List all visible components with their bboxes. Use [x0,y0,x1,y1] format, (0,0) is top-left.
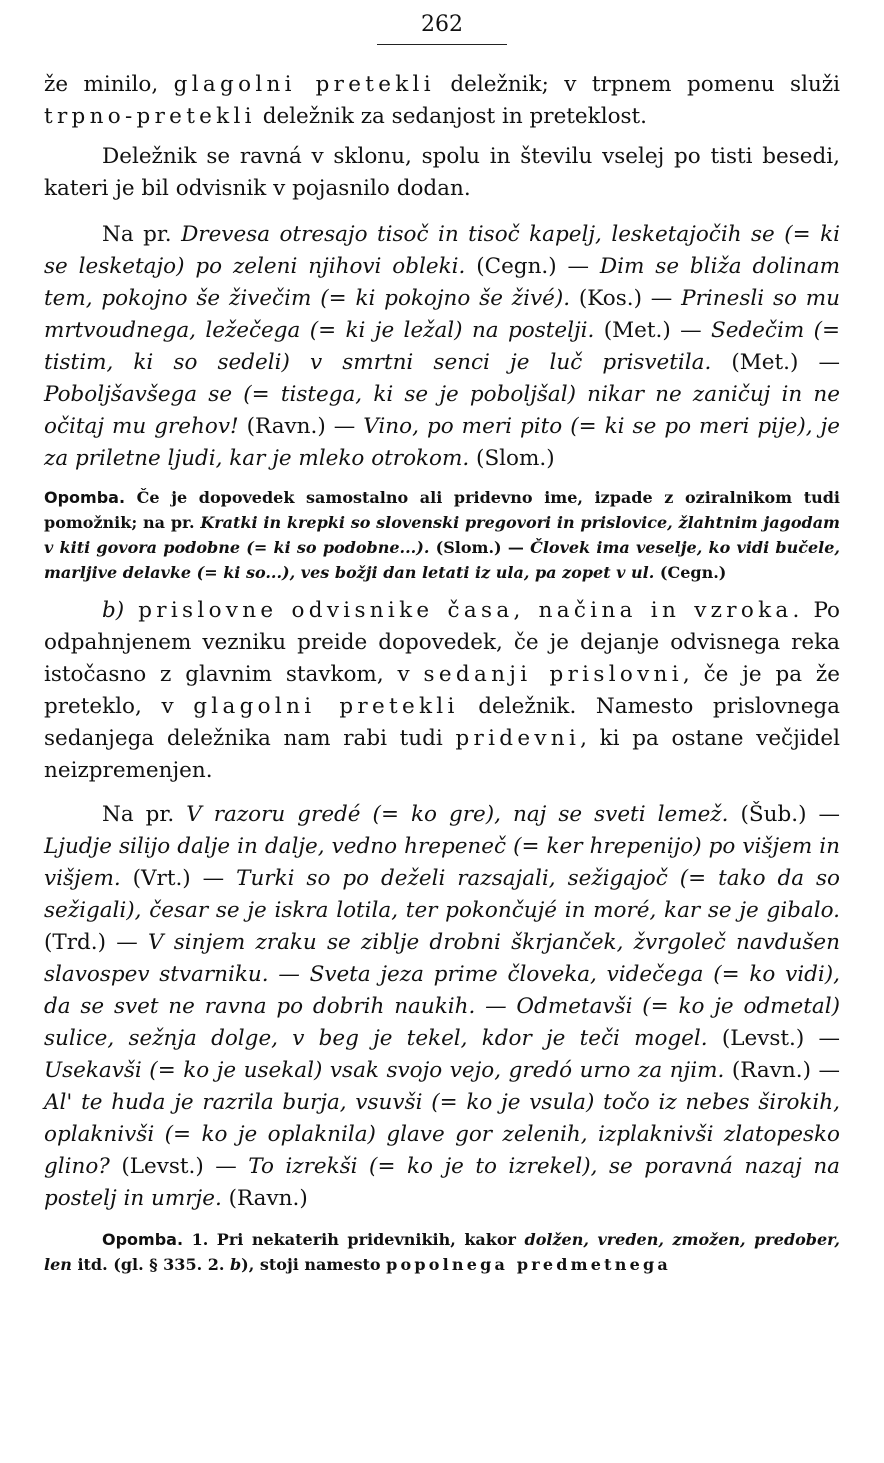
source-ref: (Met.) — [594,318,711,343]
example: Usekavši (= ko je usekal) vsak svojo vejo, gredó urno za njim. [44,1058,725,1083]
source-ref: (Met.) — [711,350,840,375]
source-ref: (Levst.) — [109,1154,249,1179]
item-letter: b) [102,598,125,623]
example: Človek ima veselje, ko vidi bučele, marljive delavke (= ki so...), ves božji dan letati iz ula, pa zopet v ul. [44,538,841,582]
text: 1. Pri nekaterih pridevnikih, kakor [183,1230,525,1249]
example-intro: Na pr. [102,222,182,247]
example: Prinesli so mu mrtvoudnega, ležečega (= ki je ležal) na postelji. [44,286,841,343]
example-intro: Na pr. [102,802,187,827]
examples-paragraph-1 [44,219,840,475]
note-2 [44,1227,840,1277]
page-number-rule [377,44,507,45]
text: ), stoji namesto [241,1255,387,1274]
paragraph-1 [44,69,840,133]
text: že minilo, [44,72,174,97]
example: Drevesa otresajo tisoč in tisoč kapelj, lesketajočih se (= ki se lesketajo) po zeleni njihovi obleki. [44,222,840,279]
paragraph-2: Deležnik se ravná v sklonu, spolu in številu vselej po tisti besedi, kateri je bil odvisnik v pojasnilo dodan. [44,144,840,201]
spaced-term: sedanji prislovni [423,662,683,687]
example: b [229,1255,242,1274]
example: To izrekši (= ko je to izrekel), se poravná nazaj na postelj in umrje. [44,1154,840,1211]
source-ref: (Slom.) [469,446,555,471]
source-ref: (Kos.) — [570,286,682,311]
source-ref: (Šub.) — [728,802,840,827]
text: , če je pa že preteklo, v [44,662,840,719]
source-ref: (Ravn.) — [238,414,364,439]
example: Poboljšavšega se (= tistega, ki se je poboljšal) nikar ne zaničuj in ne očitaj mu grehov! [44,382,840,439]
example: V sinjem zraku se ziblje drobni škrjanček, žvrgoleč navdušen slavospev stvarniku. — Sveta jeza prime človeka, videčega (= ko vidi), da se svet ne ravna po dobrih naukih. — Odmetavši (= ko je odmetal) sulice, sežnja dolge, v beg je tekel, kdor je teči mogel. [44,930,840,1051]
text: Če je dopovedek samostalno ali pridevno ime, izpade z oziralnikom tudi pomožnik; na pr. [44,488,840,532]
text: , ki pa ostane večjidel neizpremenjen. [44,726,840,783]
text: Po odpahnjenem vezniku preide dopovedek, če je dejanje odvisnega reka istočasno z glavnim stavkom, v [44,598,840,687]
note-label: Opomba. [102,1230,184,1249]
text: deležnik; v trpnem pomenu služi [434,72,840,97]
spaced-term: popolnega predmetnega [386,1255,671,1274]
text: itd. (gl. § 335. 2. [71,1255,230,1274]
spaced-term: glagolni pretekli [193,694,459,719]
example: Al' te huda je razrila burja, vsuvši (= ko je vsula) točo iz nebes širokih, oplaknivši (= ko je oplaknila) glave gor zelenih, izplaknivši zlatopesko glino? [44,1090,840,1179]
source-ref: (Vrt.) — [120,866,237,891]
example: Kratki in krepki so slovenski pregovori in prislovice, žlahtnim jagodam v kiti govora podobne (= ki so podobne...). [44,513,840,557]
text: deležnik. Namesto prislovnega sedanjega deležnika nam rabi tudi [44,694,840,751]
example: dolžen, vreden, zmožen, predober, len [44,1230,841,1274]
source-ref: (Trd.) — [44,930,148,955]
source-ref: (Cegn.) — [465,254,600,279]
spaced-term: glagolni pretekli [173,72,435,97]
source-ref: (Ravn.) — [724,1058,840,1083]
book-page [44,0,840,1277]
source-ref: (Levst.) — [707,1026,841,1051]
source-ref: (Ravn.) [221,1186,308,1211]
note-1 [44,485,840,585]
examples-paragraph-2 [44,799,840,1215]
source-ref: (Slom.) — [429,538,531,557]
page-number: 262 [421,12,463,37]
paragraph-b [44,595,840,787]
example: Ljudje silijo dalje in dalje, vedno hrepeneč (= ker hrepenijo) po višjem in višjem. [44,834,840,891]
example: Turki so po deželi razsajali, sežigajoč (= tako da so sežigali), česar se je iskra lotila, ter pokončujé in moré, kar se je gibalo. [44,866,840,923]
example: V razoru gredé (= ko gre), naj se sveti lemež. [186,802,729,827]
spaced-term: trpno-pretekli [44,104,256,129]
source-ref: (Cegn.) [654,563,727,582]
example: Sedečim (= tistim, ki so sedeli) v smrtni senci je luč prisvetila. [44,318,840,375]
note-label: Opomba. [44,488,126,507]
text: deležnik za sedanjost in preteklost. [255,104,648,129]
example: Dim se bliža dolinam tem, pokojno še živečim (= ki pokojno še živé). [44,254,840,311]
example: Vino, po meri pito (= ki se po meri pije), je za priletne ljudi, kar je mleko otrokom. [44,414,840,471]
spaced-term: prislovne odvisnike časa, načina in vzroka. [124,598,804,623]
spaced-term: pridevni [455,726,581,751]
